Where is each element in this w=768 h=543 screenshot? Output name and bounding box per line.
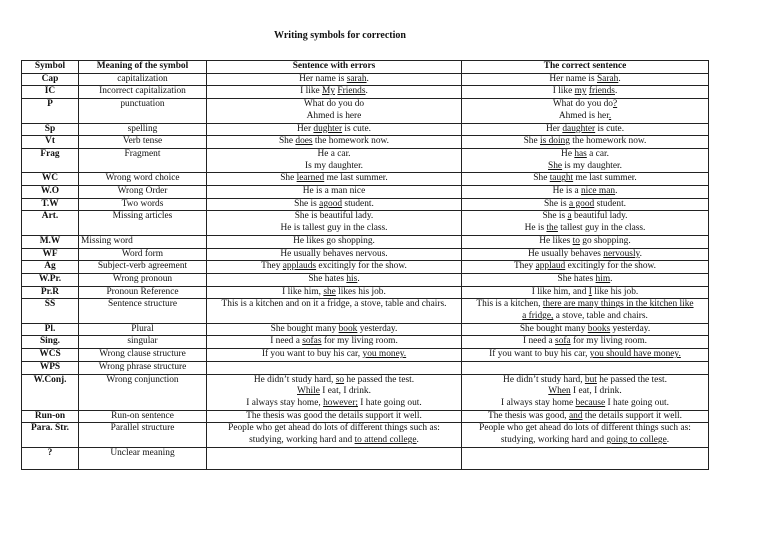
table-row [22,410,709,423]
correct-sentence-cell [462,299,709,323]
correct-sentence-line: Her name is Sarah. [549,73,621,84]
error-sentence-cell [207,173,462,186]
meaning-cell: Incorrect capitalization [79,86,207,99]
table-row [22,423,709,447]
correct-sentence-line: What do you do? [552,99,618,110]
correct-sentence-line: He didn’t study hard, but he passed the test. [503,374,667,385]
error-sentence-cell [207,447,462,469]
symbol-cell: WCS [22,349,79,362]
meaning-cell: Missing word [79,235,207,248]
error-sentence-line: She bought many book yesterday. [270,323,398,334]
table-row [22,99,709,123]
symbol-cell: W.O [22,186,79,199]
error-sentence-cell [207,198,462,211]
table-row [22,323,709,336]
error-sentence-line: They applauds excitingly for the show. [261,261,407,272]
symbol-cell: WPS [22,361,79,374]
meaning-cell: Plural [79,323,207,336]
header-correct-sentence: The correct sentence [462,61,709,74]
correct-sentence-cell [462,273,709,286]
symbol-cell: W.Pr. [22,273,79,286]
table-header-row [22,61,709,74]
error-sentence-line: She is agood student. [294,198,374,209]
correct-sentence-line: She is a good student. [543,198,627,209]
error-sentence-cell [207,299,462,323]
symbol-cell: Sing. [22,336,79,349]
table-row [22,273,709,286]
correct-sentence-line: He usually behaves nervously. [528,248,642,259]
table-row [22,248,709,261]
error-sentence-line: Ahmed is here [306,110,362,121]
error-sentence-line: People who get ahead do lots of different things such as: [228,423,440,434]
correct-sentence-line: I like him, and I like his job. [531,286,639,297]
correct-sentence-line: He is the tallest guy in the class. [524,223,646,234]
correct-sentence-line: If you want to buy his car, you should have money. [489,349,681,360]
table-row [22,299,709,323]
error-sentence-line: If you want to buy his car, you money. [261,349,407,360]
correct-sentence-cell [462,323,709,336]
error-sentence-line: I always stay home, however; I hate going out. [246,397,422,408]
meaning-cell: Wrong phrase structure [79,361,207,374]
table-row [22,123,709,136]
correct-sentence-line: He has a car. [561,148,609,159]
meaning-cell: spelling [79,123,207,136]
correct-sentence-cell [462,173,709,186]
correct-sentence-cell [462,374,709,410]
correct-sentence-line: They applaud excitingly for the show. [513,261,657,272]
correct-sentence-line: Her daughter is cute. [545,123,625,134]
correct-sentence-line: This is a kitchen, there are many things in the kitchen like [476,299,694,310]
header-error-sentence: Sentence with errors [207,61,462,74]
error-sentence-line: He usually behaves nervous. [280,248,388,259]
error-sentence-cell [207,261,462,274]
error-sentence-line: What do you do [303,99,365,110]
table-row [22,349,709,362]
symbol-cell: T.W [22,198,79,211]
meaning-cell: Wrong pronoun [79,273,207,286]
error-sentence-line: studying, working hard and to attend college. [249,435,419,446]
correct-sentence-cell [462,336,709,349]
symbol-cell: Pl. [22,323,79,336]
table-row [22,86,709,99]
meaning-cell: Wrong clause structure [79,349,207,362]
correct-sentence-cell [462,361,709,374]
correct-sentence-line: The thesis was good, and the details support it well. [488,410,682,421]
correct-sentence-line [464,448,706,460]
meaning-cell: Run-on sentence [79,410,207,423]
symbol-cell: Sp [22,123,79,136]
meaning-cell: Wrong conjunction [79,374,207,410]
correct-sentence-cell [462,423,709,447]
error-sentence-line: She learned me last summer. [280,173,388,184]
table-row [22,198,709,211]
correct-sentence-line: People who get ahead do lots of different things such as: [479,423,691,434]
correct-sentence-cell [462,99,709,123]
error-sentence-cell [207,73,462,86]
table-row [22,447,709,469]
error-sentence-line: He likes go shopping. [293,235,375,246]
error-sentence-line: Her dughter is cute. [297,123,371,134]
error-sentence-line: The thesis was good the details support it well. [246,410,422,421]
error-sentence-line: I like him, she likes his job. [282,286,386,297]
correction-symbols-table [21,60,709,470]
table-row [22,186,709,199]
error-sentence-line: He a car. [317,148,351,159]
meaning-cell: Pronoun Reference [79,286,207,299]
table-row [22,136,709,149]
correct-sentence-cell [462,198,709,211]
correct-sentence-cell [462,123,709,136]
error-sentence-line: He didn’t study hard, so he passed the test. [253,374,415,385]
error-sentence-cell [207,86,462,99]
table-body [22,73,709,469]
error-sentence-line: I need a sofas for my living room. [270,336,398,347]
meaning-cell: punctuation [79,99,207,123]
correct-sentence-line: She is a beautiful lady. [542,211,628,222]
error-sentence-line [209,448,459,460]
table-row [22,374,709,410]
header-meaning: Meaning of the symbol [79,61,207,74]
error-sentence-line: He is tallest guy in the class. [280,223,388,234]
symbol-cell: Para. Str. [22,423,79,447]
correct-sentence-cell [462,186,709,199]
symbol-cell: ? [22,447,79,469]
correct-sentence-line: He likes to go shopping. [539,235,631,246]
header-symbol: Symbol [22,61,79,74]
symbol-cell: W.Conj. [22,374,79,410]
correct-sentence-cell [462,73,709,86]
meaning-cell: Unclear meaning [79,447,207,469]
table-row [22,336,709,349]
error-sentence-line: She is beautiful lady. [294,211,374,222]
correct-sentence-cell [462,261,709,274]
error-sentence-line: I like My Friends. [300,86,368,97]
error-sentence-cell [207,410,462,423]
error-sentence-cell [207,235,462,248]
symbol-cell: M.W [22,235,79,248]
meaning-cell: Subject-verb agreement [79,261,207,274]
table-row [22,286,709,299]
error-sentence-cell [207,423,462,447]
correct-sentence-line [464,362,706,374]
error-sentence-line: She hates his. [308,273,360,284]
correct-sentence-line: She bought many books yesterday. [519,323,651,334]
meaning-cell: Wrong word choice [79,173,207,186]
symbol-cell: SS [22,299,79,323]
correct-sentence-line: When I eat, I drink. [548,386,622,397]
correct-sentence-line: She taught me last summer. [533,173,637,184]
correct-sentence-cell [462,447,709,469]
error-sentence-cell [207,374,462,410]
correct-sentence-cell [462,286,709,299]
meaning-cell: Word form [79,248,207,261]
error-sentence-cell [207,323,462,336]
correct-sentence-line: Ahmed is her. [558,110,612,121]
symbol-cell: WC [22,173,79,186]
symbol-cell: Run-on [22,410,79,423]
meaning-cell: Sentence structure [79,299,207,323]
correct-sentence-line: She is my daughter. [548,160,622,171]
meaning-cell: Fragment [79,148,207,172]
symbol-cell: WF [22,248,79,261]
correct-sentence-line: She hates him. [557,273,613,284]
error-sentence-cell [207,361,462,374]
symbol-cell: Vt [22,136,79,149]
error-sentence-cell [207,286,462,299]
error-sentence-cell [207,349,462,362]
error-sentence-cell [207,273,462,286]
meaning-cell: Parallel structure [79,423,207,447]
error-sentence-cell [207,336,462,349]
error-sentence-line: She does the homework now. [278,136,390,147]
error-sentence-cell [207,123,462,136]
table-row [22,148,709,172]
table-row [22,173,709,186]
symbol-cell: Art. [22,211,79,235]
error-sentence-line [209,362,459,374]
meaning-cell: Missing articles [79,211,207,235]
correct-sentence-cell [462,349,709,362]
correct-sentence-line: studying, working hard and going to college. [500,435,670,446]
error-sentence-line: While I eat, I drink. [297,386,371,397]
symbol-cell: Pr.R [22,286,79,299]
correct-sentence-cell [462,235,709,248]
correct-sentence-line: I need a sofa for my living room. [523,336,647,347]
error-sentence-cell [207,136,462,149]
meaning-cell: capitalization [79,73,207,86]
table-row [22,261,709,274]
meaning-cell: singular [79,336,207,349]
meaning-cell: Two words [79,198,207,211]
document-title: Writing symbols for correction [274,30,406,41]
correct-sentence-cell [462,148,709,172]
error-sentence-cell [207,211,462,235]
table-row [22,73,709,86]
correct-sentence-line: a fridge, a stove, table and chairs. [522,311,648,322]
symbol-cell: Cap [22,73,79,86]
correct-sentence-line: I like my friends. [552,86,618,97]
meaning-cell: Verb tense [79,136,207,149]
correct-sentence-cell [462,86,709,99]
symbol-cell: Ag [22,261,79,274]
table-row [22,361,709,374]
error-sentence-line: He is a man nice [302,186,366,197]
table-row [22,211,709,235]
table-row [22,235,709,248]
error-sentence-line: This is a kitchen and on it a fridge, a stove, table and chairs. [221,299,447,310]
error-sentence-line: Her name is sarah. [299,73,369,84]
correct-sentence-cell [462,248,709,261]
symbol-cell: P [22,99,79,123]
error-sentence-cell [207,148,462,172]
meaning-cell: Wrong Order [79,186,207,199]
correct-sentence-cell [462,136,709,149]
correct-sentence-line: I always stay home because I hate going out. [501,397,669,408]
error-sentence-cell [207,186,462,199]
correct-sentence-line: He is a nice man. [552,186,618,197]
error-sentence-cell [207,248,462,261]
symbol-cell: Frag [22,148,79,172]
correct-sentence-cell [462,211,709,235]
error-sentence-line: Is my daughter. [304,160,364,171]
correct-sentence-cell [462,410,709,423]
error-sentence-cell [207,99,462,123]
symbol-cell: IC [22,86,79,99]
correct-sentence-line: She is doing the homework now. [523,136,647,147]
